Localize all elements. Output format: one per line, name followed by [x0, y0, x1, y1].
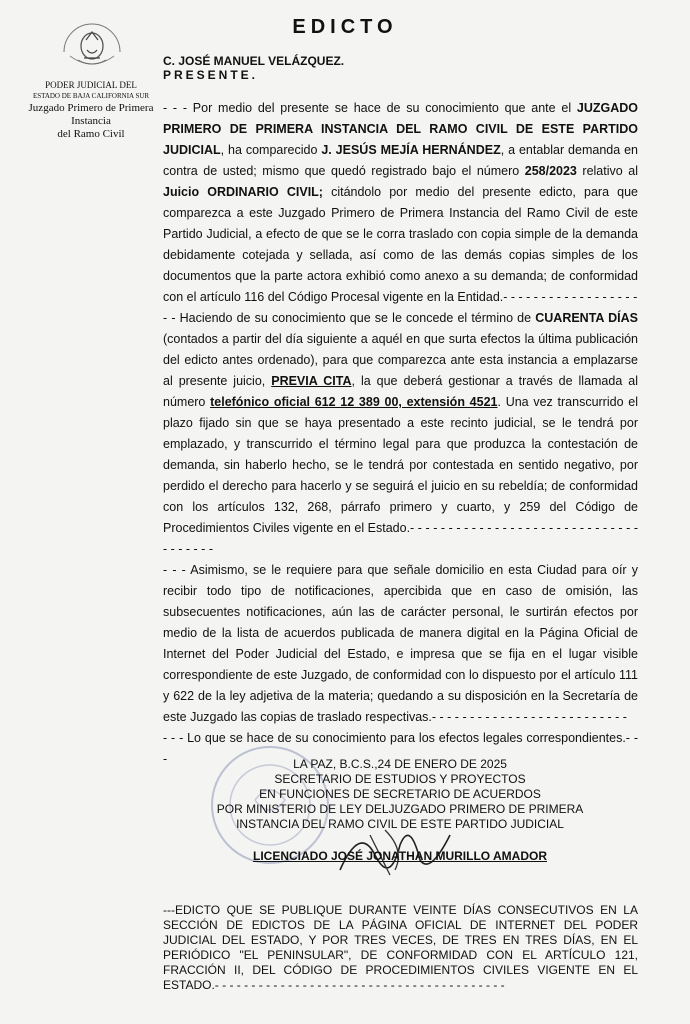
court-line-4: Instancia	[71, 115, 111, 127]
paragraph-4: - - - Lo que se hace de su conocimiento para los efectos legales correspondientes.- - -	[163, 731, 638, 766]
court-line-2: ESTADO DE BAJA CALIFORNIA SUR	[32, 92, 150, 100]
text-span: citándolo por medio del presente edicto, para que comparezca a este Juzgado Primero de Primera Instancia del Ramo Civil de este Partido Judicial, a efecto de que se le corra traslado con copia simple de la demanda debidamente cotejada y sellada, así como de las demás copias simples de los documentos que la parte actora exhibió como anexo a su demanda; de conformidad con el artículo 116 del Código Procesal vigente en la Entidad.- - - - - - - - - - - - - - - - - -	[163, 185, 638, 304]
signer-title-4: INSTANCIA DEL RAMO CIVIL DE ESTE PARTIDO JUDICIAL	[236, 817, 564, 831]
text-span: . Una vez transcurrido el plazo fijado sin que se haya presentado a este recinto judicial, se le tendrá por emplazado, y transcurrido el término legal para que produzca la contestación de demanda, sin haberlo hecho, se le tendrá por contestada en sentido negativo, por perdido el derecho para hacerlo y se seguirá el juicio en su rebeldía; de conformidad con los artículos 132, 268, párrafo primero y cuarto, y 259 del Código de Procedimientos Civiles vigente en el Estado.- - - - - - - - - - - - - - - - - - - - - - - - - - - - - - - - - - - - -	[163, 395, 638, 556]
paragraph-2	[163, 308, 638, 560]
court-block	[2, 80, 180, 141]
paragraph-3: - - - Asimismo, se le requiere para que señale domicilio en esta Ciudad para oír y recibir todo tipo de notificaciones, apercibida que en caso de omisión, las subsecuentes notificaciones, aún las de carácter personal, le surtirán efectos por medio de la lista de acuerdos publicada de manera digital en la Página Oficial de Internet del Poder Judicial del Estado, e impresa que se fija en el lugar visible correspondiente de este Juzgado, de conformidad con lo dispuesto por el artículo 111 y 622 de la ley adjetiva de la materia; quedando a su disposición en la Secretaría de este Juzgado las copias de traslado respectivas.- - - - - - - - - - - - - - - - - - - - - - - - - -	[163, 563, 638, 724]
court-line-5: del Ramo Civil	[57, 128, 125, 140]
mexican-coat-of-arms-icon	[56, 22, 128, 74]
document-title: EDICTO	[292, 16, 398, 38]
court-line-3: Juzgado Primero de Primera	[28, 102, 154, 114]
case-type: Juicio ORDINARIO CIVIL;	[163, 185, 323, 199]
publication-note: ---EDICTO QUE SE PUBLIQUE DURANTE VEINTE DÍAS CONSECUTIVOS EN LA SECCIÓN DE EDICTOS DE LA PÁGINA OFICIAL DE INTERNET DEL PODER JUDICIAL DEL ESTADO, Y POR TRES VECES, DE TRES EN TRES DÍAS, EN EL PERIÓDICO "EL PENINSULAR", DE CONFORMIDAD CON EL ARTÍCULO 121, FRACCIÓN II, DEL CÓDIGO DE PROCEDIMIENTOS CIVILES VIGENTE EN EL ESTADO.- - - - - - - - - - - - - - - - - - - - - - - - - - - - - - - - - - - - - - - -	[163, 903, 638, 992]
text-span: relativo al	[576, 164, 638, 178]
edict-body	[163, 98, 638, 770]
signer-title-1: SECRETARIO DE ESTUDIOS Y PROYECTOS	[274, 772, 526, 786]
addressee-name: C. JOSÉ MANUEL VELÁZQUEZ.	[163, 54, 345, 68]
case-number: 258/2023	[524, 164, 577, 178]
addressee-presente: PRESENTE.	[163, 68, 259, 82]
paragraph-1	[163, 98, 638, 308]
addressee	[163, 54, 344, 82]
signer-name: LICENCIADO JOSÉ JONATHAN MURILLO AMADOR	[253, 849, 547, 863]
text-span: , a entablar demanda en contra de usted; mismo que quedó registrado bajo el número	[163, 143, 638, 178]
text-span: (contados a partir del día siguiente a aquél en que surta efectos la última publicación del edicto antes ordenado), para que comparezca ante esta instancia a emplazarse al presente juicio,	[163, 332, 638, 388]
place-date: LA PAZ, B.C.S.,24 DE ENERO DE 2025	[293, 757, 507, 771]
text-span: , la que deberá gestionar a través de llamada al número	[163, 374, 638, 409]
court-line-1: PODER JUDICIAL DEL	[45, 80, 137, 90]
phone-number: telefónico oficial 612 12 389 00, extensión 4521	[210, 395, 498, 409]
previa-cita: PREVIA CITA	[271, 374, 352, 388]
signer-title-3: POR MINISTERIO DE LEY DELJUZGADO PRIMERO DE PRIMERA	[216, 802, 584, 816]
term-days: CUARENTA DÍAS	[535, 311, 638, 325]
signer-title-2: EN FUNCIONES DE SECRETARIO DE ACUERDOS	[259, 787, 541, 801]
court-name: JUZGADO PRIMERO DE PRIMERA INSTANCIA DEL RAMO CIVIL DE ESTE PARTIDO JUDICIAL	[163, 101, 638, 157]
plaintiff-name: J. JESÚS MEJÍA HERNÁNDEZ	[321, 143, 501, 157]
text-span: , ha comparecido	[220, 143, 322, 157]
text-span: - - - Por medio del presente se hace de su conocimiento que ante el	[163, 101, 577, 115]
text-span: - - Haciendo de su conocimiento que se le concede el término de	[163, 311, 536, 325]
